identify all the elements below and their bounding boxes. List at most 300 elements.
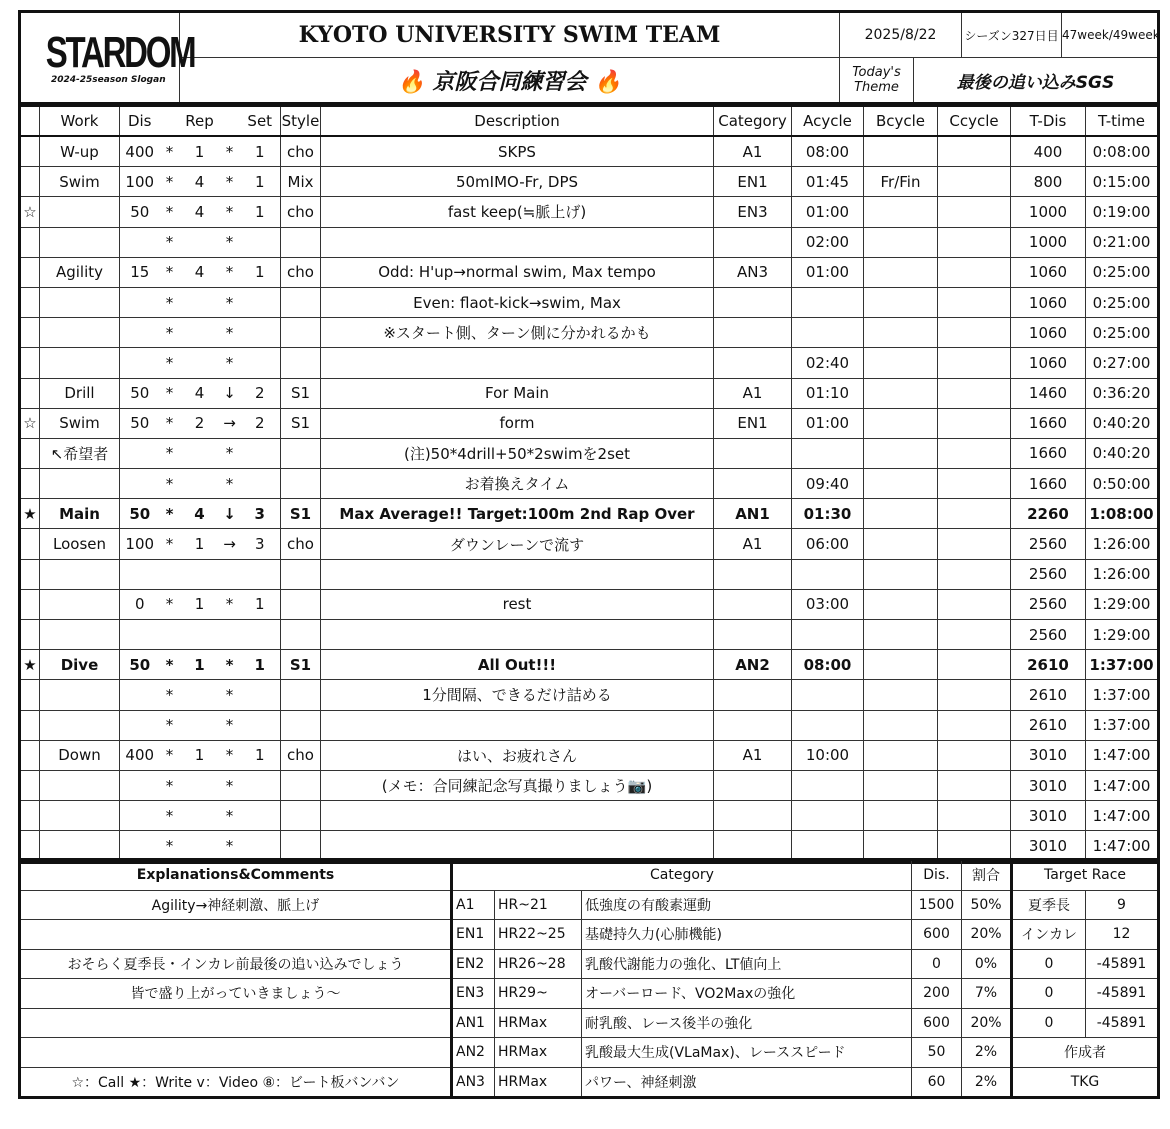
cell-rep [180,469,220,499]
cell-mark [20,318,40,348]
cell-tdis: 1660 [1011,408,1086,438]
cell-acycle [792,438,864,468]
cell-op1: * [160,469,180,499]
table-row [20,378,1159,408]
cell-category: EN1 [714,408,792,438]
cell-mark: ★ [20,499,40,529]
column-headers [20,106,1159,137]
cell-op1: * [160,650,180,680]
cell-description: All Out!!! [321,650,714,680]
cell-description: 1分間隔、できるだけ詰める [321,680,714,710]
cell-bcycle [864,227,938,257]
table-row [20,589,1159,619]
cell-work [40,318,120,348]
cell-work [40,348,120,378]
cell-acycle: 09:40 [792,469,864,499]
cell-set [240,770,281,800]
comment [20,1038,452,1068]
cell-description: ※スタート側、ターン側に分かれるかも [321,318,714,348]
cell-style [281,469,321,499]
cell-style: cho [281,257,321,287]
cell-ccycle [938,136,1011,167]
cell-category [714,227,792,257]
target-value: -45891 [1086,1008,1159,1038]
table-row [20,136,1159,167]
cell-description [321,227,714,257]
cell-work [40,287,120,317]
cell-style: S1 [281,378,321,408]
cat-ratio: 7% [962,979,1012,1009]
col-dis: Dis [120,106,160,137]
cell-op1: * [160,287,180,317]
cell-acycle: 10:00 [792,740,864,770]
cell-ccycle [938,559,1011,589]
target-race: 0 [1012,979,1086,1009]
cell-bcycle [864,378,938,408]
cell-work: Down [40,740,120,770]
cell-style: cho [281,136,321,167]
cell-set: 1 [240,650,281,680]
table-row [20,197,1159,227]
cell-op2: * [220,469,240,499]
target-value: 9 [1086,890,1159,920]
cell-bcycle [864,499,938,529]
cell-tdis: 2610 [1011,680,1086,710]
cell-ttime: 1:26:00 [1086,529,1159,559]
cell-set: 2 [240,378,281,408]
cell-set [240,348,281,378]
cell-set [240,438,281,468]
cell-ccycle [938,620,1011,650]
cell-dis: 0 [120,589,160,619]
cell-tdis: 1060 [1011,318,1086,348]
cat-desc: 低強度の有酸素運動 [582,890,912,920]
date: 2025/8/22 [840,12,962,58]
cat-hr: HRMax [495,1067,582,1098]
cell-ccycle [938,257,1011,287]
cell-tdis: 2560 [1011,589,1086,619]
cell-op2: * [220,680,240,710]
cell-description: Odd: H'up→normal swim, Max tempo [321,257,714,287]
cat-desc: 乳酸代謝能力の強化、LT値向上 [582,949,912,979]
cell-tdis: 1060 [1011,257,1086,287]
cat-desc: オーバーロード、VO2Maxの強化 [582,979,912,1009]
cell-style [281,680,321,710]
cell-op2: * [220,257,240,287]
cell-set [240,559,281,589]
cell-mark [20,378,40,408]
cell-dis: 400 [120,136,160,167]
cell-acycle: 01:00 [792,408,864,438]
cell-style [281,438,321,468]
cell-op2: * [220,770,240,800]
comment: Agility→神経刺激、脈上げ [20,890,452,920]
col-description: Description [321,106,714,137]
cell-acycle: 06:00 [792,529,864,559]
cell-style [281,318,321,348]
col-category: Category [714,106,792,137]
cell-style [281,770,321,800]
cell-rep: 1 [180,740,220,770]
cell-dis: 15 [120,257,160,287]
cell-work [40,801,120,831]
cell-dis: 50 [120,197,160,227]
cell-work [40,197,120,227]
cell-dis: 100 [120,167,160,197]
cell-category: EN3 [714,197,792,227]
cell-rep: 4 [180,257,220,287]
cell-bcycle [864,740,938,770]
cell-dis: 50 [120,378,160,408]
cell-dis: 400 [120,740,160,770]
col-tdis: T-Dis [1011,106,1086,137]
table-row [20,770,1159,800]
cell-bcycle [864,529,938,559]
cell-dis [120,710,160,740]
cell-ttime: 0:25:00 [1086,287,1159,317]
cell-category [714,680,792,710]
cell-style [281,801,321,831]
cell-acycle: 02:00 [792,227,864,257]
cell-dis [120,348,160,378]
cell-bcycle [864,620,938,650]
cell-dis [120,318,160,348]
table-row [20,650,1159,680]
cell-rep [180,227,220,257]
cell-description: (注)50*4drill+50*2swimを2set [321,438,714,468]
cell-ccycle [938,740,1011,770]
cell-tdis: 800 [1011,167,1086,197]
cell-bcycle [864,680,938,710]
cell-mark [20,438,40,468]
cat-code: AN2 [452,1038,495,1068]
sheet-header [18,10,1160,105]
cell-acycle: 01:00 [792,257,864,287]
cell-acycle [792,680,864,710]
cell-set [240,318,281,348]
cell-op2: * [220,589,240,619]
cell-category: AN1 [714,499,792,529]
cell-bcycle: Fr/Fin [864,167,938,197]
cell-dis [120,559,160,589]
cell-ttime: 0:15:00 [1086,167,1159,197]
table-row [20,227,1159,257]
col-work: Work [40,106,120,137]
cell-op2: * [220,227,240,257]
cell-op1 [160,620,180,650]
col-rep: Rep [180,106,220,137]
cell-mark [20,740,40,770]
cell-style: cho [281,529,321,559]
cell-op2: → [220,408,240,438]
cat-dis: 1500 [912,890,962,920]
cell-ttime: 0:25:00 [1086,318,1159,348]
cell-op2: * [220,740,240,770]
cell-style [281,227,321,257]
table-row [20,529,1159,559]
cell-ttime: 1:29:00 [1086,589,1159,619]
cell-description [321,620,714,650]
cell-description: はい、お疲れさん [321,740,714,770]
cell-description: ダウンレーンで流す [321,529,714,559]
summary-row [20,890,1159,920]
cell-rep [180,710,220,740]
summary-row [20,1038,1159,1068]
comments-title: Explanations&Comments [20,860,452,891]
cell-ccycle [938,589,1011,619]
cell-op1: * [160,167,180,197]
cell-category [714,287,792,317]
cell-ttime: 0:21:00 [1086,227,1159,257]
cell-style [281,589,321,619]
cell-mark: ☆ [20,408,40,438]
cell-ttime: 1:47:00 [1086,770,1159,800]
cell-category [714,620,792,650]
cell-bcycle [864,136,938,167]
cell-op1: * [160,227,180,257]
cell-description: (メモ：合同練記念写真撮りましょう📷) [321,770,714,800]
cat-code: EN2 [452,949,495,979]
cell-rep [180,801,220,831]
cell-op2: * [220,801,240,831]
comment: おそらく夏季長・インカレ前最後の追い込みでしょう [20,949,452,979]
cell-tdis: 3010 [1011,740,1086,770]
cell-tdis: 1000 [1011,227,1086,257]
cell-description [321,710,714,740]
target-race: インカレ [1012,920,1086,950]
cat-dis: 0 [912,949,962,979]
cell-acycle: 01:45 [792,167,864,197]
cell-ttime: 1:29:00 [1086,620,1159,650]
cell-tdis: 1660 [1011,469,1086,499]
summary-row [20,1067,1159,1098]
summary-row [20,1008,1159,1038]
cell-ccycle [938,227,1011,257]
cell-category [714,770,792,800]
cat-hr: HR26~28 [495,949,582,979]
cell-op1: * [160,589,180,619]
cell-set: 1 [240,740,281,770]
cell-op2: * [220,438,240,468]
cell-bcycle [864,197,938,227]
cell-work: Loosen [40,529,120,559]
target-value: 12 [1086,920,1159,950]
cell-op1: * [160,801,180,831]
cell-bcycle [864,801,938,831]
cell-dis [120,680,160,710]
cell-description: Even: flaot-kick→swim, Max [321,287,714,317]
cell-ccycle [938,438,1011,468]
cell-op2: * [220,287,240,317]
cell-op1: * [160,499,180,529]
cell-tdis: 1060 [1011,348,1086,378]
cell-ttime: 1:37:00 [1086,650,1159,680]
cat-dis: 600 [912,920,962,950]
cell-set: 3 [240,499,281,529]
author-label: 作成者 [1012,1038,1159,1068]
cell-op2: * [220,167,240,197]
cell-ttime: 1:37:00 [1086,710,1159,740]
cell-op2: * [220,136,240,167]
cell-category [714,438,792,468]
cell-mark [20,589,40,619]
cell-set: 1 [240,589,281,619]
cell-mark: ★ [20,650,40,680]
cell-style: S1 [281,499,321,529]
cell-op2: * [220,348,240,378]
dis-title: Dis. [912,860,962,891]
cell-description: お着換えタイム [321,469,714,499]
cell-op1: * [160,136,180,167]
col-set: Set [240,106,281,137]
theme-label: Today's Theme [840,58,914,104]
cell-description: rest [321,589,714,619]
cell-mark [20,529,40,559]
cell-rep [180,620,220,650]
cell-work: W-up [40,136,120,167]
cell-tdis: 2610 [1011,710,1086,740]
comment [20,920,452,950]
cell-work: Dive [40,650,120,680]
cell-category [714,469,792,499]
cell-acycle [792,801,864,831]
cell-rep: 1 [180,589,220,619]
table-row [20,438,1159,468]
cell-rep: 1 [180,650,220,680]
cell-acycle: 08:00 [792,650,864,680]
cat-code: EN1 [452,920,495,950]
cell-dis [120,469,160,499]
cell-dis: 50 [120,499,160,529]
cell-op2: * [220,650,240,680]
cell-set [240,469,281,499]
cell-ttime: 1:47:00 [1086,740,1159,770]
cell-rep [180,559,220,589]
cell-ccycle [938,408,1011,438]
cell-rep: 1 [180,136,220,167]
cell-category [714,710,792,740]
table-row [20,469,1159,499]
cell-op1: * [160,710,180,740]
cell-set [240,227,281,257]
table-row [20,167,1159,197]
cell-op1 [160,559,180,589]
cell-dis: 100 [120,529,160,559]
cell-acycle [792,710,864,740]
cell-category [714,559,792,589]
cell-ccycle [938,287,1011,317]
table-row [20,318,1159,348]
col-ttime: T-time [1086,106,1159,137]
cell-ccycle [938,770,1011,800]
cell-ttime: 0:36:20 [1086,378,1159,408]
table-row [20,801,1159,831]
cell-tdis: 2260 [1011,499,1086,529]
cell-work [40,620,120,650]
cell-style [281,287,321,317]
cat-ratio: 20% [962,1008,1012,1038]
cell-rep: 2 [180,408,220,438]
cell-dis [120,801,160,831]
cell-op1: * [160,740,180,770]
cell-mark [20,287,40,317]
cell-op2: * [220,197,240,227]
cat-dis: 50 [912,1038,962,1068]
cell-ttime: 0:50:00 [1086,469,1159,499]
cell-mark [20,801,40,831]
cell-tdis: 2610 [1011,650,1086,680]
cell-bcycle [864,257,938,287]
cell-ttime: 0:19:00 [1086,197,1159,227]
cell-category: AN3 [714,257,792,287]
cell-op2: ↓ [220,378,240,408]
cell-category [714,589,792,619]
cell-acycle [792,770,864,800]
cell-style: Mix [281,167,321,197]
cell-category: A1 [714,529,792,559]
cat-code: AN3 [452,1067,495,1098]
col-ccycle: Ccycle [938,106,1011,137]
cell-ttime: 0:27:00 [1086,348,1159,378]
cell-bcycle [864,348,938,378]
cell-op1: * [160,348,180,378]
table-row [20,710,1159,740]
cell-style [281,710,321,740]
cell-acycle [792,559,864,589]
cell-ccycle [938,197,1011,227]
week: 47week/49week [1062,12,1159,58]
cell-ttime: 0:08:00 [1086,136,1159,167]
cell-work [40,227,120,257]
cell-set: 2 [240,408,281,438]
cell-rep [180,680,220,710]
cell-bcycle [864,408,938,438]
cell-description: fast keep(≒脈上げ) [321,197,714,227]
cell-category [714,801,792,831]
cat-desc: 乳酸最大生成(VLaMax)、レーススピード [582,1038,912,1068]
event-title: 🔥 京阪合同練習会 🔥 [180,58,840,104]
cell-tdis: 3010 [1011,831,1086,862]
target-race: 0 [1012,949,1086,979]
cell-work [40,469,120,499]
cell-mark [20,469,40,499]
cell-mark [20,167,40,197]
cell-ccycle [938,318,1011,348]
cell-rep [180,438,220,468]
cell-tdis: 3010 [1011,770,1086,800]
cell-dis [120,227,160,257]
table-row [20,499,1159,529]
cell-ttime: 1:37:00 [1086,680,1159,710]
table-row [20,620,1159,650]
cell-dis [120,770,160,800]
cell-tdis: 2560 [1011,529,1086,559]
cell-ccycle [938,680,1011,710]
cat-code: EN3 [452,979,495,1009]
cell-op2: * [220,318,240,348]
cell-ccycle [938,167,1011,197]
cell-description: Max Average!! Target:100m 2nd Rap Over [321,499,714,529]
cell-work [40,589,120,619]
cell-op1: * [160,529,180,559]
cell-ttime: 1:47:00 [1086,801,1159,831]
cell-tdis: 1660 [1011,438,1086,468]
cell-mark [20,227,40,257]
table-row [20,257,1159,287]
cat-hr: HR22~25 [495,920,582,950]
cell-mark [20,136,40,167]
cell-work [40,559,120,589]
